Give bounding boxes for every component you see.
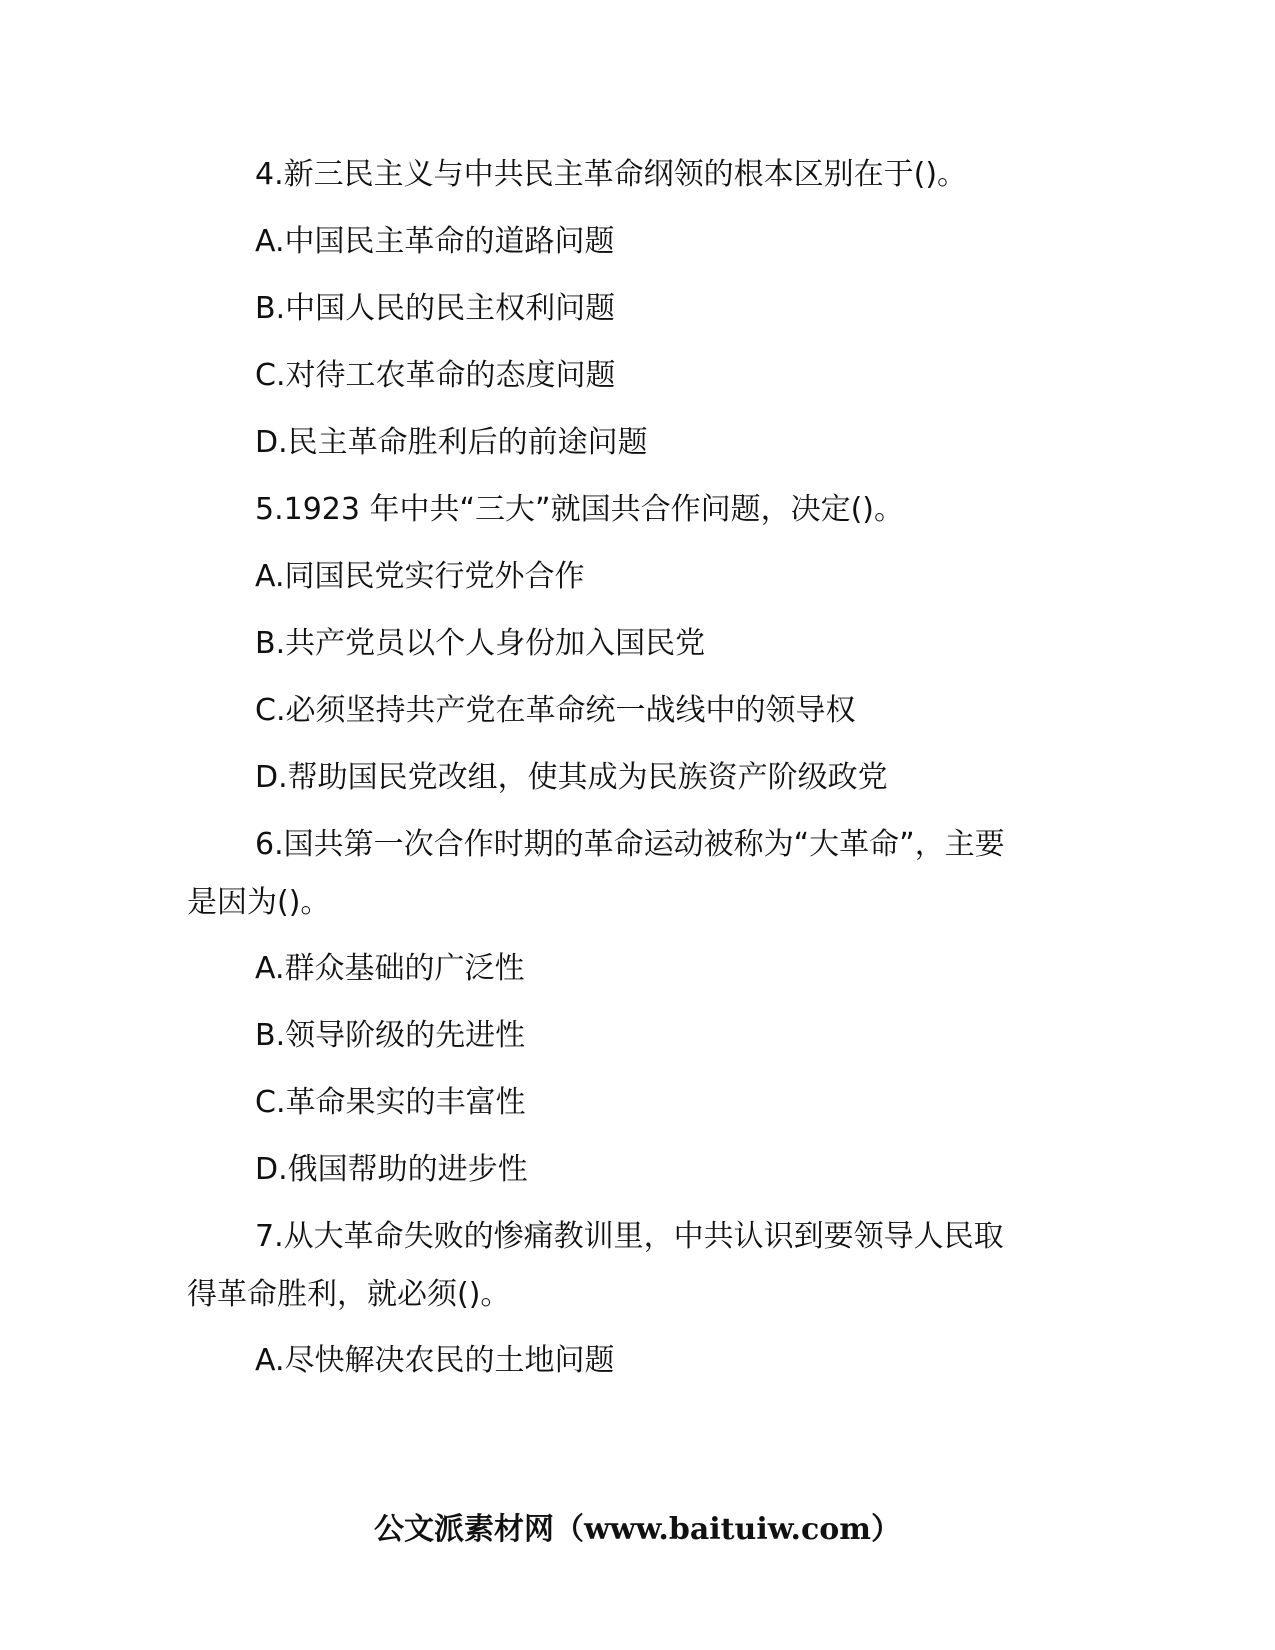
question-5-stem: 5.1923 年中共“三大”就国共合作问题，决定()。: [255, 492, 904, 527]
question-5-option-c: C.必须坚持共产党在革命统一战线中的领导权: [255, 693, 856, 728]
question-6-option-a: A.群众基础的广泛性: [255, 951, 525, 986]
question-6-option-d: D.俄国帮助的进步性: [255, 1152, 528, 1187]
question-7-stem-line1: 7.从大革命失败的惨痛教训里，中共认识到要领导人民取: [255, 1219, 1004, 1254]
question-5-option-b: B.共产党员以个人身份加入国民党: [255, 626, 706, 661]
question-4-option-c: C.对待工农革命的态度问题: [255, 358, 616, 393]
question-5-option-d: D.帮助国民党改组，使其成为民族资产阶级政党: [255, 760, 888, 795]
question-5-option-a: A.同国民党实行党外合作: [255, 559, 585, 594]
question-6-option-b: B.领导阶级的先进性: [255, 1018, 526, 1053]
question-4-stem: 4.新三民主义与中共民主革命纲领的根本区别在于()。: [255, 157, 968, 192]
question-7-option-a: A.尽快解决农民的土地问题: [255, 1343, 615, 1378]
question-7-stem-line2: 得革命胜利，就必须()。: [187, 1277, 511, 1312]
question-4-option-d: D.民主革命胜利后的前途问题: [255, 425, 648, 460]
question-6-option-c: C.革命果实的丰富性: [255, 1085, 526, 1120]
question-6-stem-line2: 是因为()。: [187, 885, 331, 920]
footer-source-text: 公文派素材网（www.baituiw.com）: [373, 1512, 902, 1547]
question-6-stem-line1: 6.国共第一次合作时期的革命运动被称为“大革命”，主要: [255, 827, 1005, 862]
question-4-option-a: A.中国民主革命的道路问题: [255, 224, 615, 259]
question-4-option-b: B.中国人民的民主权利问题: [255, 291, 616, 326]
